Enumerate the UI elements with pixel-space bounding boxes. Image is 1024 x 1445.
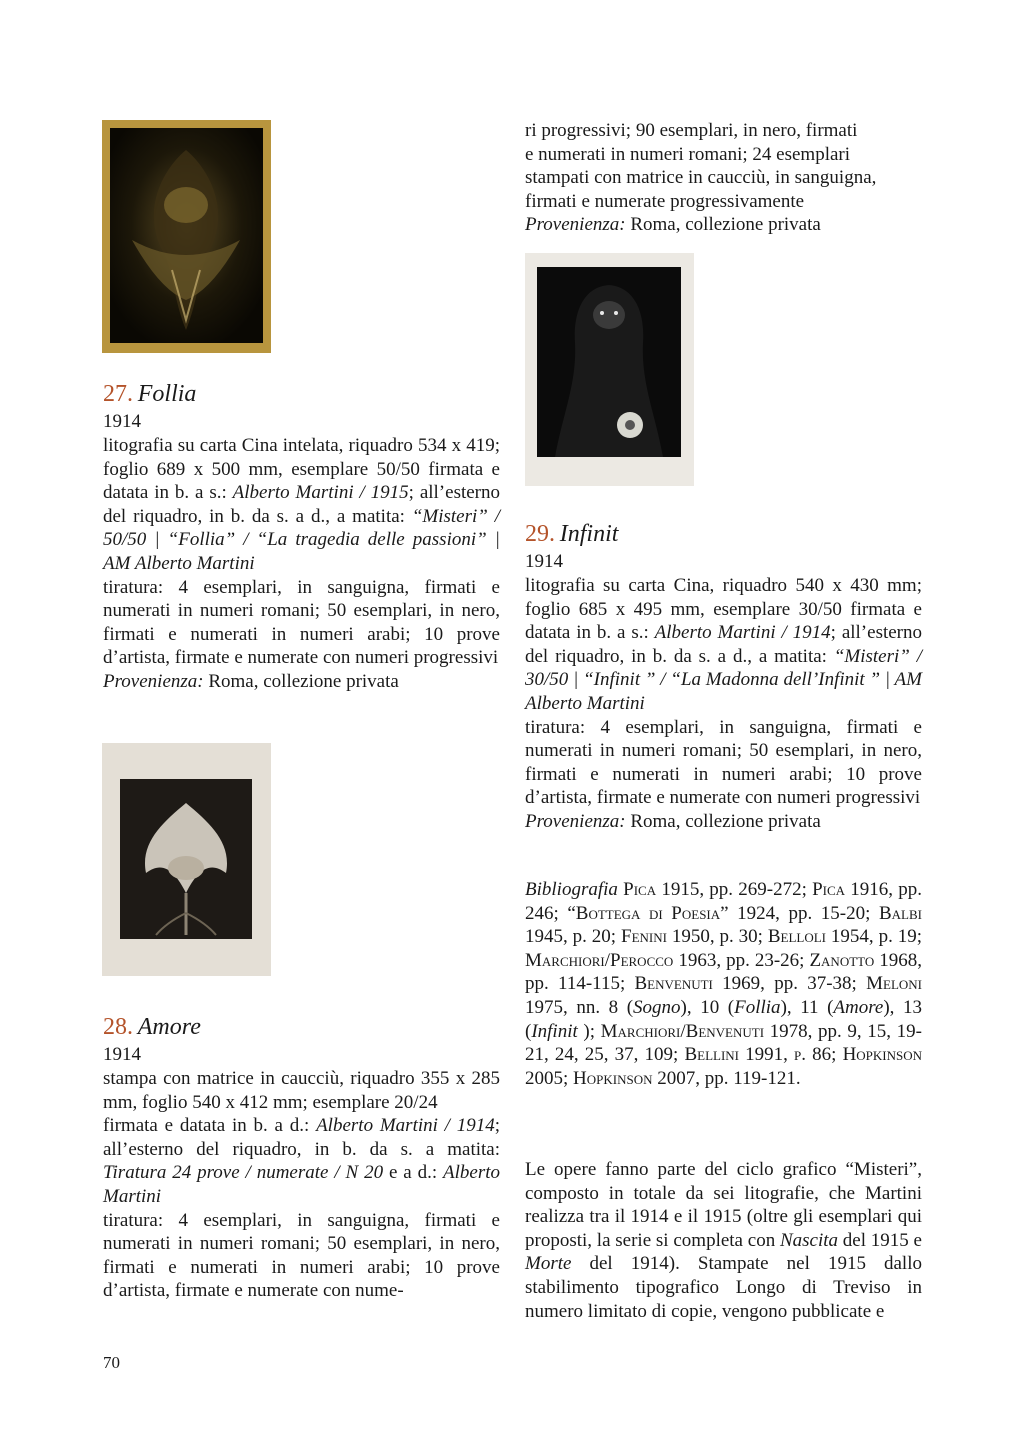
provenance-line: [525, 213, 922, 237]
bib-author: Meloni: [866, 973, 922, 995]
follia-print: [102, 120, 271, 353]
desc-text: ; all’esterno del riquadro, in b. da s. a matita:: [103, 1115, 501, 1160]
bib-ref: 86;: [806, 1044, 843, 1066]
entry-title: [103, 380, 500, 410]
bib-ref: ” 1924, pp. 15-20;: [720, 902, 879, 924]
bib-ref: 2005;: [525, 1067, 574, 1089]
artwork-follia-image: [102, 120, 271, 353]
right-column-top: [525, 119, 922, 237]
entry-number: 27.: [103, 381, 133, 407]
bib-ref: ), 13 (: [525, 996, 923, 1042]
entry-title: [103, 1013, 500, 1043]
bib-author: Hopkinson: [573, 1067, 653, 1089]
bib-ref: 1916, pp. 246; “: [525, 879, 923, 924]
page-number: 70: [103, 1353, 120, 1372]
bib-author: Bellini: [684, 1044, 739, 1066]
bib-ref: 1969, pp. 37-38;: [712, 973, 867, 995]
pencil-inscription: Tiratura 24 prove / numerate / N 20: [103, 1162, 384, 1184]
entry-number: 28.: [103, 1014, 133, 1040]
pencil-inscription: “Misteri” / 30/50 | “Infinit ” / “La Madonna dell’Infinit ” | AM Alberto Martini: [525, 645, 922, 714]
catalog-entry-follia: [103, 380, 500, 694]
bib-author: Balbi: [878, 902, 922, 924]
bib-title: Amore: [833, 996, 884, 1018]
entry-year: 1914: [103, 1044, 141, 1065]
pencil-inscription: “Misteri” / 50/50 | “Follia” / “La tragedia delle passioni” | AM Alberto Martini: [103, 505, 500, 574]
signature-text: Alberto Martini / 1915: [232, 482, 409, 504]
infinit-print: [525, 253, 694, 486]
provenance-label: Provenienza:: [525, 810, 626, 832]
closing-text-part: del 1914). Stampate nel 1915 dallo stabilimento tipografico Longo di Treviso in numero limitato di copie, vengono pubblicate e: [525, 1253, 922, 1322]
closing-paragraph: [525, 1158, 922, 1323]
entry-continued-line: stampati con matrice in caucciù, in sanguigna,: [525, 167, 877, 189]
entry-description-2: [103, 1114, 500, 1208]
work-title: Nascita: [779, 1229, 839, 1251]
desc-text: litografia su carta Cina intelata, riquadro 534 x 419; foglio 689 x 500 mm, esemplare 50/50 firmata e datata in b. a s.:: [103, 435, 500, 504]
bibliography: [525, 878, 922, 1090]
bib-title: Follia: [734, 996, 781, 1018]
desc-text: ; all’esterno del riquadro, in b. da s. a d., a matita:: [103, 482, 501, 527]
signature-text: Alberto Martini: [103, 1162, 500, 1207]
bib-author: Pica: [812, 879, 846, 900]
entry-tiratura: tiratura: 4 esemplari, in sanguigna, firmati e numerati in numeri romani; 50 esemplari, in nero, firmati e numerati in numeri arabi; 10 prove d’artista, firmate e numerate con numeri progressivi: [103, 576, 500, 669]
entry-title-text: Amore: [137, 1014, 201, 1040]
catalog-entry-amore: [103, 1013, 500, 1303]
entry-year: 1914: [525, 551, 563, 572]
bibliography-label: Bibliografia: [525, 879, 618, 900]
entry-continued-line: ri progressivi; 90 esemplari, in nero, firmati: [525, 120, 858, 141]
provenance-value: Roma, collezione privata: [625, 810, 821, 832]
bib-ref: ), 11 (: [780, 996, 834, 1018]
bib-ref: 1991,: [739, 1044, 795, 1066]
provenance-line: [525, 810, 922, 834]
signature-text: Alberto Martini / 1914: [654, 622, 831, 644]
provenance-label: Provenienza:: [525, 214, 626, 236]
entry-tiratura: tiratura: 4 esemplari, in sanguigna, firmati e numerati in numeri romani; 50 esemplari, in nero, firmati e numerati in numeri arabi; 10 prove d’artista, firmate e numerate con numeri progressivi: [525, 716, 922, 809]
bib-author: Hopkinson: [842, 1044, 923, 1066]
desc-text: litografia su carta Cina, riquadro 540 x 430 mm; foglio 685 x 495 mm, esemplare 30/50 firmata e datata in b. a s.:: [525, 575, 922, 644]
bib-author: Pica: [623, 879, 657, 900]
bibliography-text: [525, 878, 922, 1090]
closing-text-part: Le opere fanno parte del ciclo grafico “Misteri”, composto in totale da sei litografie, che Martini realizza tra il 1914 e il 1915 (oltre gli esemplari qui proposti, la serie si completa con: [525, 1159, 922, 1251]
artwork-infinit-image: [525, 253, 694, 486]
bib-author: Marchiori/Perocco: [525, 949, 674, 971]
bib-author: Marchiori/Benvenuti: [600, 1020, 765, 1042]
desc-text: e a d.:: [383, 1162, 443, 1184]
desc-text: firmata e datata in b. a d.:: [103, 1115, 317, 1137]
bib-ref: 1954, p. 19;: [826, 926, 923, 948]
entry-title: [525, 520, 922, 550]
signature-text: Alberto Martini / 1914: [316, 1115, 495, 1137]
bib-author: Zanotto: [809, 949, 875, 971]
bib-ref: ), 10 (: [680, 996, 735, 1018]
bib-ref: 1975, nn. 8 (: [525, 996, 634, 1018]
entry-year: 1914: [103, 411, 141, 432]
work-title: Morte: [525, 1253, 572, 1275]
desc-text: ; all’esterno del riquadro, in b. da s. a d., a matita:: [525, 622, 923, 667]
provenance-value: Roma, collezione privata: [203, 670, 399, 692]
bib-ref: 1968, pp. 114-115;: [525, 949, 923, 995]
bib-ref: 1963, pp. 23-26;: [673, 949, 810, 971]
bib-author: Belloli: [767, 926, 827, 948]
entry-continued-line: firmati e numerate progressivamente: [525, 190, 805, 212]
bib-ref: 1915, pp. 269-272;: [656, 879, 813, 900]
bib-ref: 1978, pp. 9, 15, 19-21, 24, 25, 37, 109;: [525, 1020, 922, 1066]
closing-text-part: del 1915 e: [838, 1229, 922, 1251]
artwork-amore-image: [102, 743, 271, 976]
entry-number: 29.: [525, 521, 555, 547]
bib-author: Fenini: [621, 926, 667, 948]
bib-author: Bottega di Poesia: [575, 902, 721, 924]
amore-print: [102, 743, 271, 976]
catalog-entry-infinit: [525, 520, 922, 834]
bib-ref: 1950, p. 30;: [666, 926, 768, 948]
bib-author: Benvenuti: [634, 973, 713, 995]
bib-title: Infinit: [531, 1020, 584, 1042]
entry-description: stampa con matrice in caucciù, riquadro 355 x 285 mm, foglio 540 x 412 mm; esemplare 20/24: [103, 1068, 500, 1113]
closing-text: [525, 1158, 922, 1323]
provenance-line: [103, 670, 500, 694]
entry-description: [103, 434, 500, 576]
bib-ref: 2007, pp. 119-121.: [652, 1067, 801, 1089]
entry-title-text: Infinit: [559, 521, 619, 547]
bib-ref: );: [583, 1020, 601, 1042]
entry-continued-line: e numerati in numeri romani; 24 esemplari: [525, 143, 851, 165]
entry-title-text: Follia: [137, 381, 197, 407]
bib-title: Sogno: [633, 996, 681, 1018]
bib-ref: 1945, p. 20;: [525, 926, 621, 948]
bib-author: p.: [794, 1044, 807, 1066]
entry-description: [525, 574, 922, 716]
provenance-label: Provenienza:: [103, 670, 204, 692]
provenance-value: Roma, collezione privata: [625, 214, 821, 236]
entry-tiratura: tiratura: 4 esemplari, in sanguigna, firmati e numerati in numeri romani; 50 esemplari, in nero, firmati e numerati in numeri arabi; 10 prove d’artista, firmate e numerate con nume-: [103, 1209, 500, 1302]
